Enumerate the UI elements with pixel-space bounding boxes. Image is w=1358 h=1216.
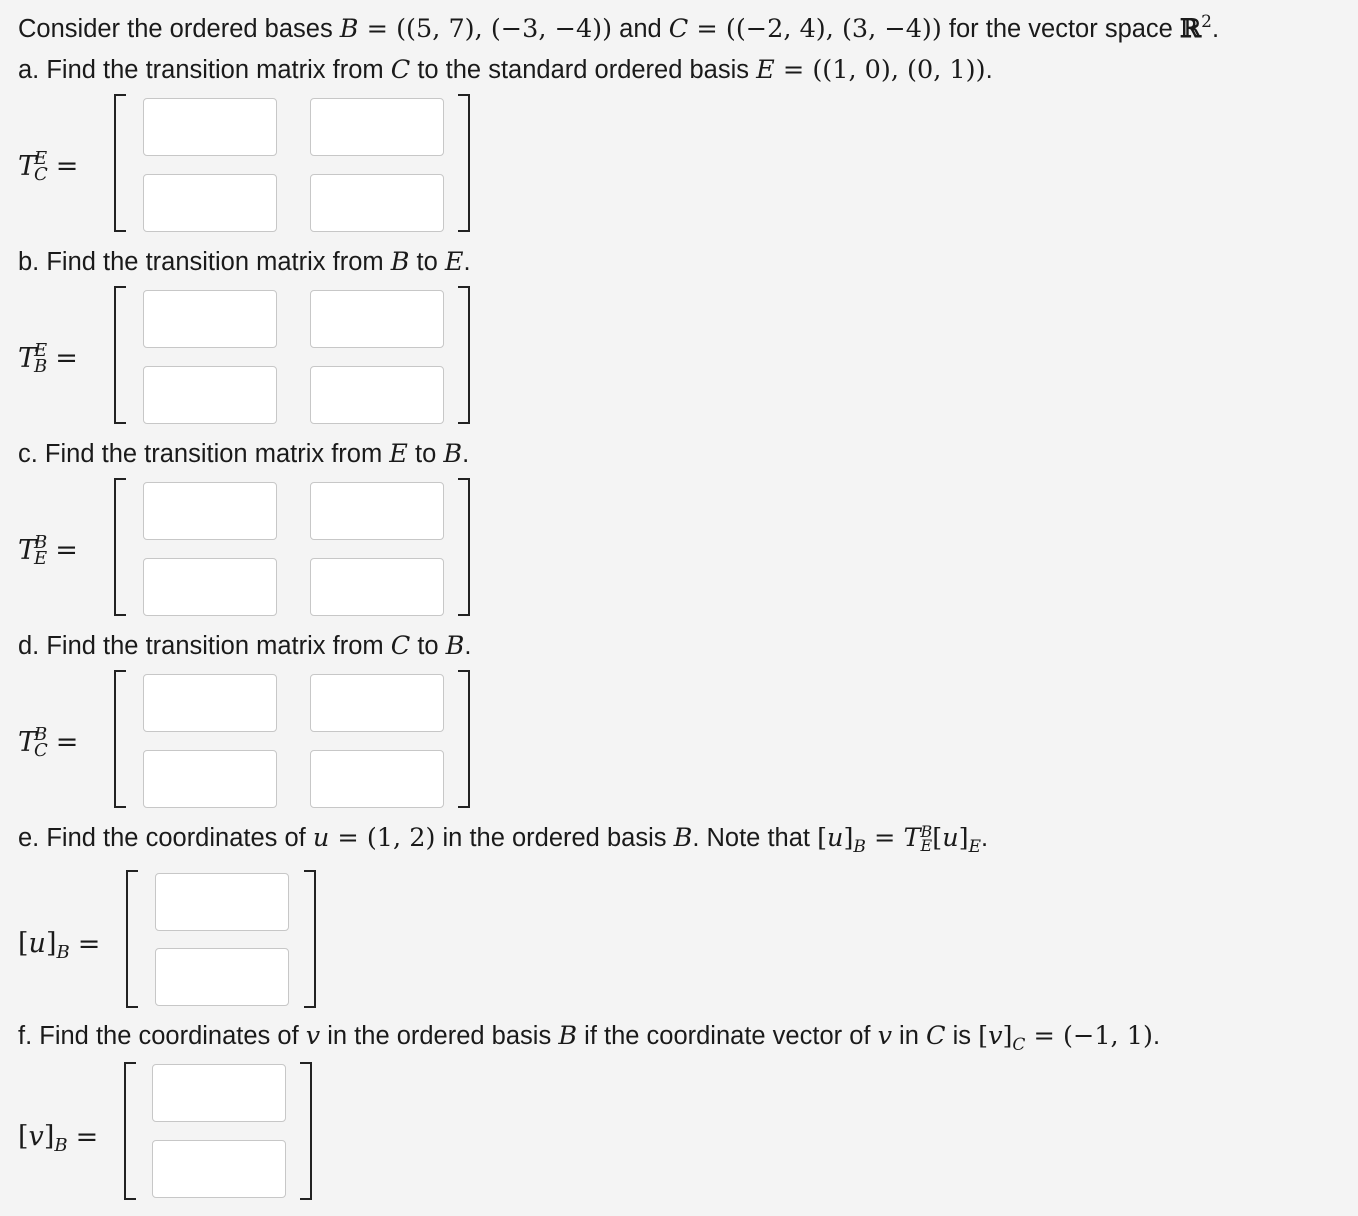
vector-left-bracket	[124, 1062, 136, 1200]
part-a-cell-r2c2[interactable]	[310, 174, 444, 232]
part-c-cell-r1c2[interactable]	[310, 482, 444, 540]
matrix-left-bracket	[114, 478, 126, 616]
part-d-prompt: d. Find the transition matrix from C to B.	[18, 631, 472, 661]
part-c-label: T B E =	[18, 531, 78, 569]
matrix-right-bracket	[458, 478, 470, 616]
vector-right-bracket	[300, 1062, 312, 1200]
part-d-label: T B C =	[18, 723, 79, 761]
part-c-prompt: c. Find the transition matrix from E to B.	[18, 439, 470, 469]
part-d-cell-r1c2[interactable]	[310, 674, 444, 732]
part-d-cell-r1c1[interactable]	[143, 674, 277, 732]
vector-right-bracket	[304, 870, 316, 1008]
part-f-label: $[v]_B$ =	[18, 1121, 99, 1156]
part-d-cell-r2c2[interactable]	[310, 750, 444, 808]
part-d-cell-r2c1[interactable]	[143, 750, 277, 808]
matrix-right-bracket	[458, 286, 470, 424]
part-c-cell-r2c1[interactable]	[143, 558, 277, 616]
part-b-cell-r1c2[interactable]	[310, 290, 444, 348]
part-a-cell-r2c1[interactable]	[143, 174, 277, 232]
part-a-cell-r1c2[interactable]	[310, 98, 444, 156]
part-c-cell-r1c1[interactable]	[143, 482, 277, 540]
problem-intro: Consider the ordered bases B = ((5, 7), (−3, −4)) and C = ((−2, 4), (3, −4)) for the vector space ℝ$^2$.	[18, 12, 1220, 44]
matrix-left-bracket	[114, 286, 126, 424]
part-a-prompt: a. Find the transition matrix from C to the standard ordered basis E = ((1, 0), (0, 1)).	[18, 55, 993, 85]
part-f-cell-r1[interactable]	[152, 1064, 286, 1122]
part-f-prompt: f. Find the coordinates of v in the ordered basis B if the coordinate vector of v in C is $[v]_C = (-1$, 1).	[18, 1021, 1161, 1056]
part-e-cell-r1[interactable]	[155, 873, 289, 931]
vector-left-bracket	[126, 870, 138, 1008]
part-b-prompt: b. Find the transition matrix from B to E.	[18, 247, 471, 277]
part-b-cell-r2c2[interactable]	[310, 366, 444, 424]
part-f-cell-r2[interactable]	[152, 1140, 286, 1198]
part-a-label: T E C =	[18, 147, 79, 185]
part-c-cell-r2c2[interactable]	[310, 558, 444, 616]
part-e-prompt: e. Find the coordinates of u = (1, 2) in the ordered basis B. Note that $[u]_B = T$ B E $[u]_E$.	[18, 822, 989, 858]
part-a-cell-r1c1[interactable]	[143, 98, 277, 156]
part-b-cell-r2c1[interactable]	[143, 366, 277, 424]
matrix-left-bracket	[114, 670, 126, 808]
matrix-right-bracket	[458, 94, 470, 232]
part-e-cell-r2[interactable]	[155, 948, 289, 1006]
part-b-cell-r1c1[interactable]	[143, 290, 277, 348]
part-e-label: $[u]_B$ =	[18, 928, 101, 963]
part-b-label: T E B =	[18, 339, 78, 377]
matrix-right-bracket	[458, 670, 470, 808]
matrix-left-bracket	[114, 94, 126, 232]
